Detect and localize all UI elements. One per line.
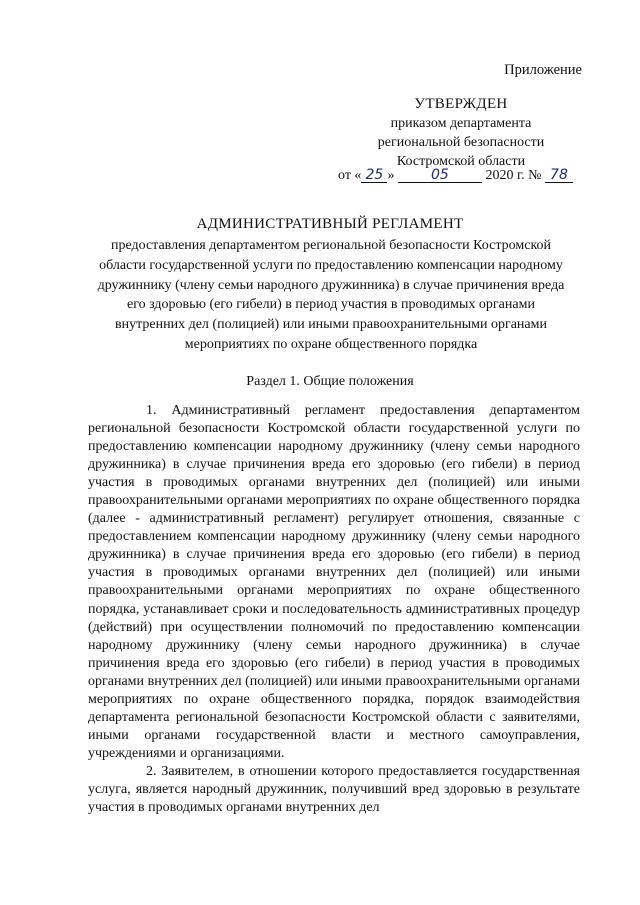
date-day-handwritten: 25 (361, 168, 387, 183)
appendix-label: Приложение (504, 62, 582, 78)
document-subtitle: предоставления департаментом региональной безопасности Костромской области государственной услуги по предоставлению компенсации народному дружиннику (члену семьи народного дружинника) в случае причинения вреда его здоровью (его гибели) в период участия в проводимых органами внутренних дел (полицией) или иными правоохранительными органами мероприятиях по охране общественного порядка (97, 238, 565, 352)
paragraph-1: 1. Административный регламент предоставления департаментом региональной безопасности Костромской области государственной услуги по предоставлению компенсации народному дружиннику (члену семьи народного дружинника) в случае причинения вреда его здоровью (его гибели) в период участия в проводимых органами внутренних дел (полицией) или иными правоохранительными органами мероприятиях по охране общественного порядка (далее - административный регламент) регулирует отношения, связанные с предоставлением компенсации народному дружиннику (члену семьи народного дружинника) в случае причинения вреда его здоровью (его гибели) в период участия в проводимых органами внутренних дел (полицией) или иными правоохранительными органами мероприятиях по охране общественного порядка, устанавливает сроки и последовательность административных процедур (действий) при осуществлении полномочий по предоставлению компенсации народному дружиннику (члену семьи народного дружинника) в случае причинения вреда его здоровью (его гибели) в период участия в проводимых органами внутренних дел (полицией) или иными правоохранительными органами мероприятиях по охране общественного порядка, порядок взаимодействия департамента региональной безопасности Костромской области с заявителями, иными органами государственной власти и местного самоуправления, учреждениями и организациями. (88, 403, 580, 761)
approval-line-2: региональной безопасности (377, 135, 545, 150)
date-month-handwritten: 05 (398, 168, 482, 183)
approval-line-3: Костромской области (396, 154, 526, 169)
date-separator: » (387, 168, 395, 183)
approval-title: УТВЕРЖДЕН (414, 96, 508, 112)
date-year: 2020 г. № (485, 168, 542, 183)
order-date-line (338, 168, 588, 184)
order-number-handwritten: 78 (545, 168, 573, 183)
approval-line-1: приказом департамента (390, 116, 532, 131)
document-body (88, 402, 580, 817)
section-heading: Раздел 1. Общие положения (246, 374, 414, 389)
paragraph-2: 2. Заявителем, в отношении которого предоставляется государственная услуга, является народный дружинник, получивший вред здоровью в результате участия в проводимых органами внутренних дел (88, 763, 580, 816)
approval-block (338, 95, 584, 171)
date-prefix: от « (338, 168, 362, 183)
document-title: АДМИНИСТРАТИВНЫЙ РЕГЛАМЕНТ (196, 216, 464, 232)
